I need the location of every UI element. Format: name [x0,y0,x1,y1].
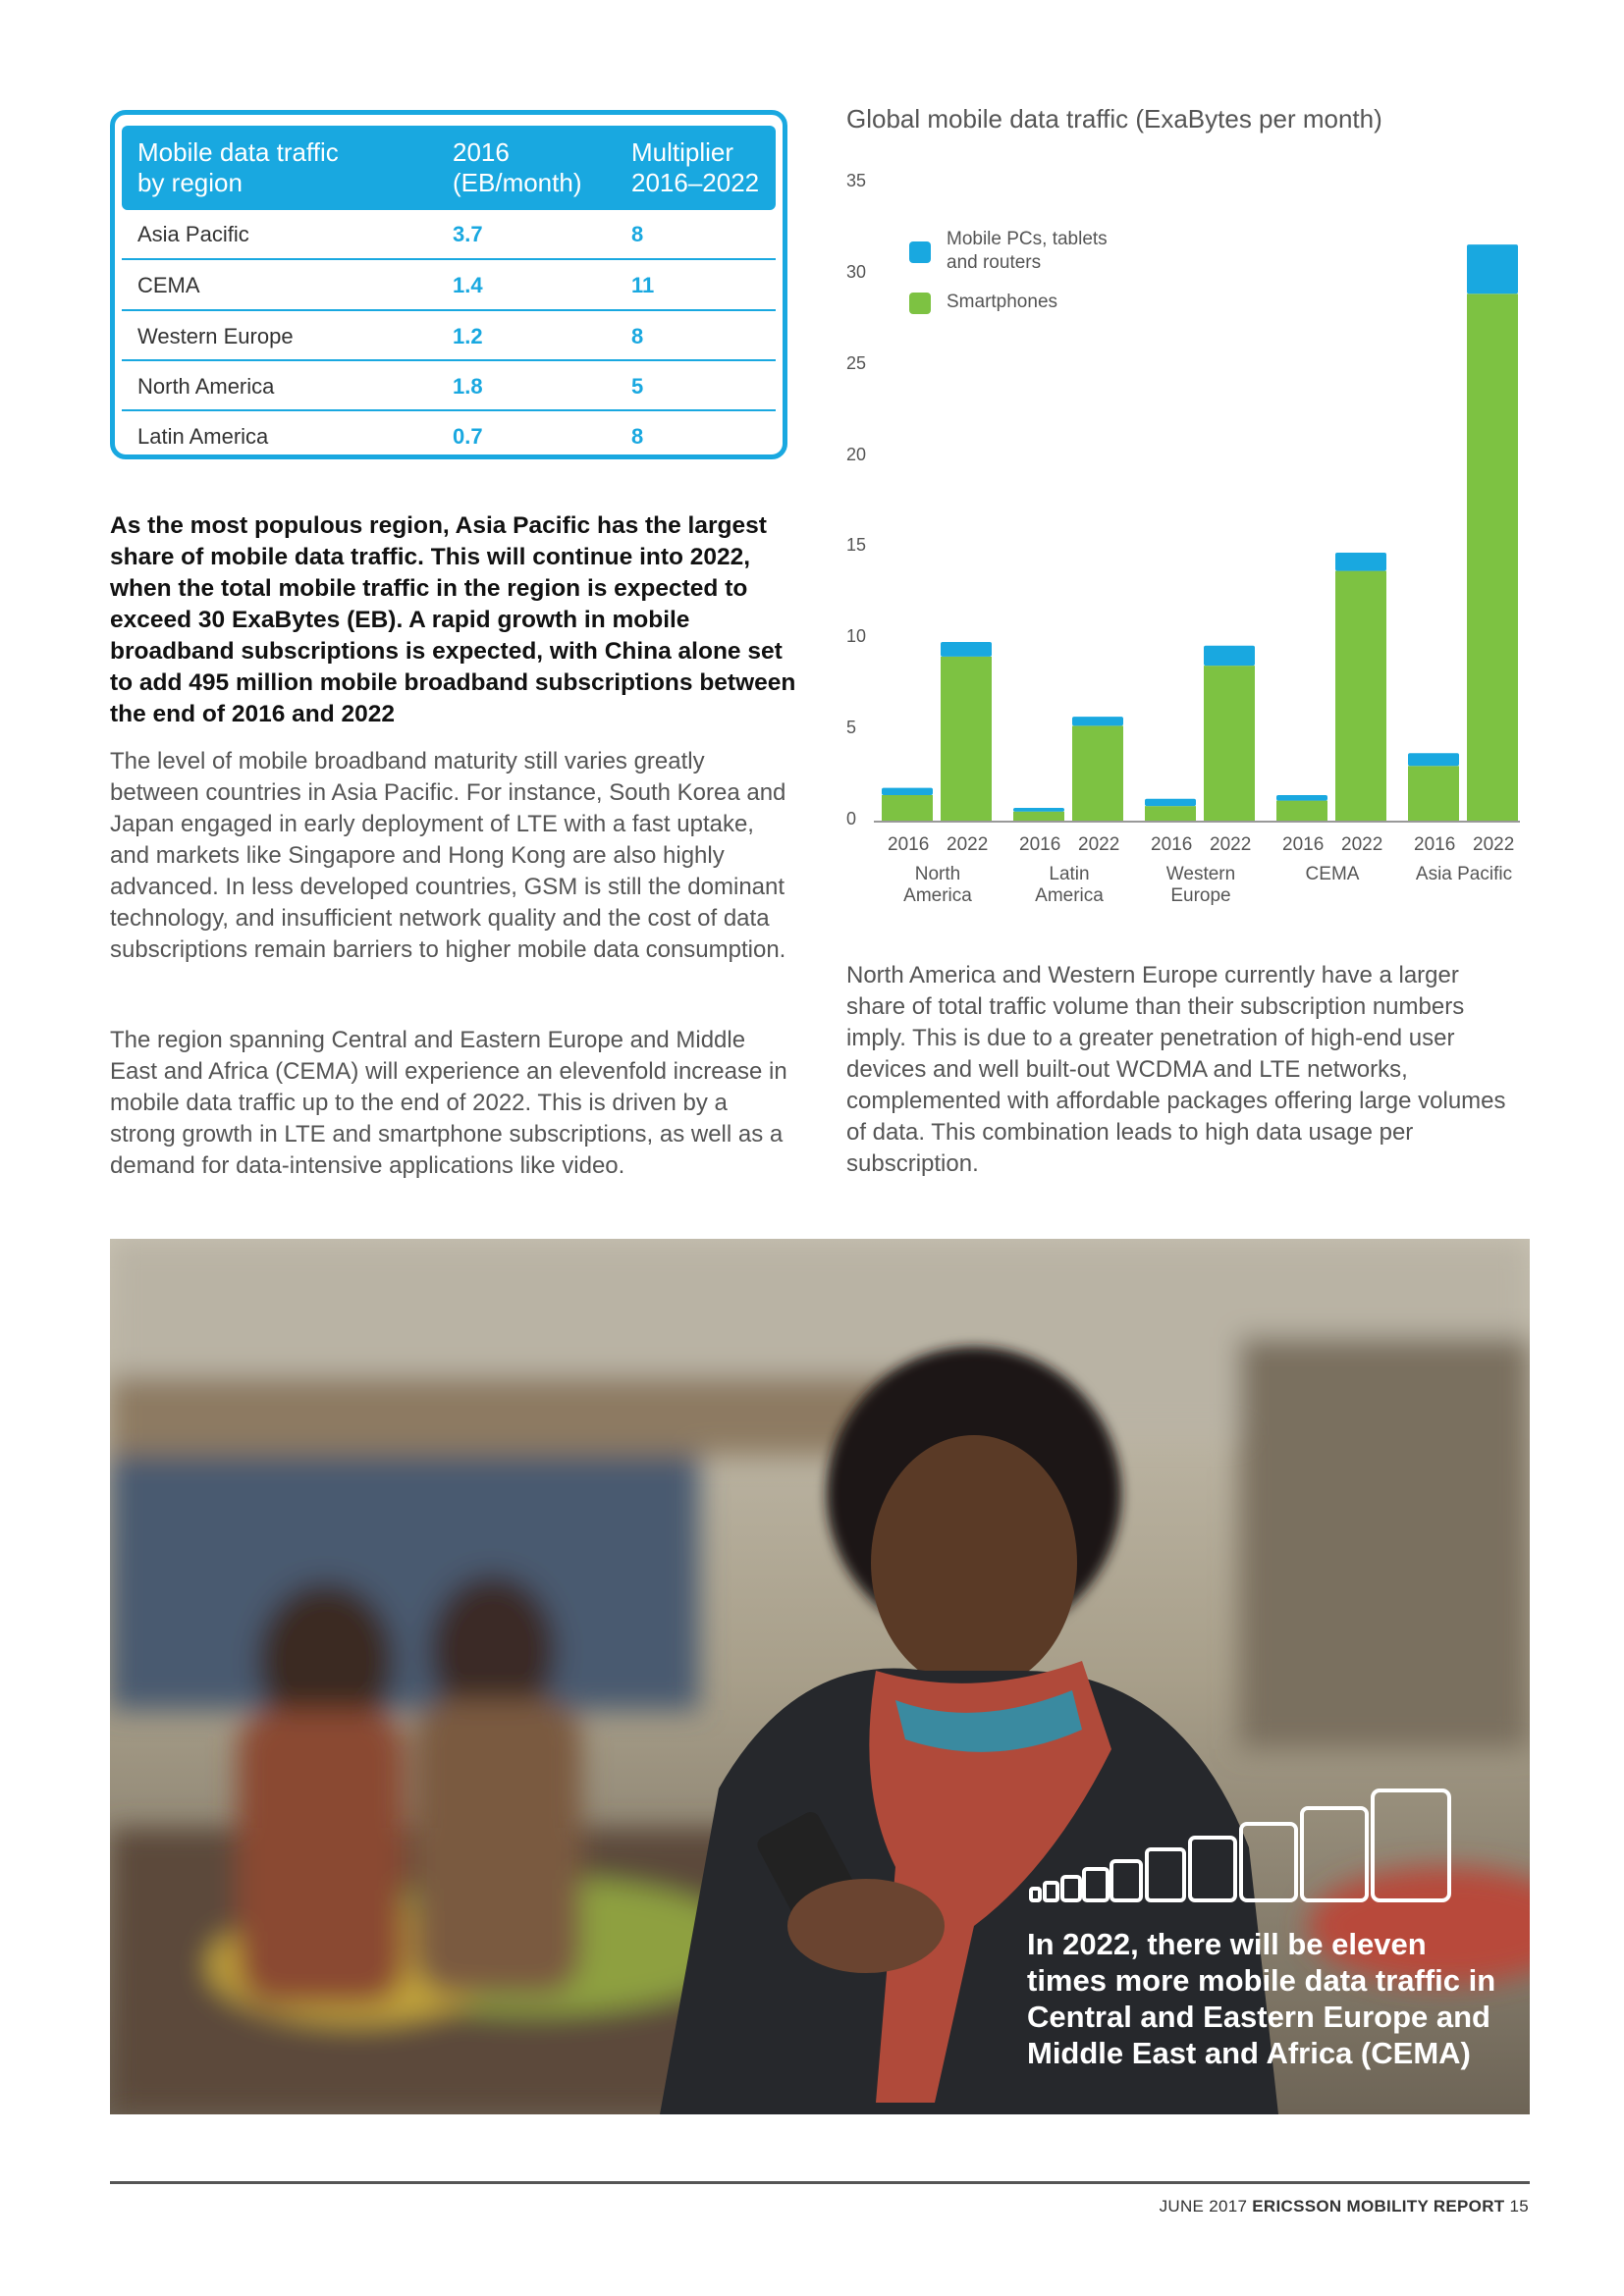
body-paragraph-asia: The level of mobile broadband maturity still varies greatly between countries in Asia Pacific. For instance, South Korea and Japan engaged in early deployment of LTE with a fast uptake, and markets like Singapore and Hong Kong are also highly advanced. In less developed countries, GSM is still the dominant technology, and insufficient network quality and the cost of data subscriptions remain barriers to higher mobile data consumption. [110,748,786,963]
x-category-label: Asia Pacific [1415,864,1513,884]
x-year-label: 2016 [1019,834,1061,855]
bar-pcs-tablets-2016 [1408,753,1459,766]
y-tick-label: 35 [846,171,867,190]
bar-smartphones-2022 [1467,294,1518,821]
row-mult: 11 [631,273,655,297]
bar-smartphones-2016 [1408,766,1459,821]
bar-pcs-tablets-2016 [1013,808,1064,812]
row-eb: 1.4 [453,273,483,297]
bar-smartphones-2022 [1335,571,1386,821]
bar-pcs-tablets-2016 [1145,799,1196,806]
y-tick-label: 30 [846,261,867,282]
header-2016: 2016 (EB/month) [453,137,582,197]
lead-paragraph: As the most populous region, Asia Pacific has the largest share of mobile data traffic. This will continue into 2022, when the total mobile traffic in the region is expected to exceed 30 ExaBytes (EB). A rapid growth in mobile broadband subscriptions is expected, with China alone set to add 495 million mobile broadband subscriptions between the end of 2016 and 2022 [110,512,796,727]
row-eb: 0.7 [453,424,483,449]
y-tick-label: 0 [846,809,857,828]
page-footer [1160,2197,1529,2216]
y-tick-label: 20 [846,444,867,464]
row-mult: 5 [631,374,644,399]
x-year-label: 2016 [1414,834,1456,855]
footer-report-name: ERICSSON MOBILITY REPORT [1252,2197,1505,2216]
x-year-label: 2022 [1473,834,1515,855]
row-eb: 3.7 [453,222,483,246]
row-region: Latin America [137,424,269,449]
bar-pcs-tablets-2022 [941,642,992,657]
header-multiplier: Multiplier 2016–2022 [631,137,760,197]
legend-label: Mobile PCs, tablets and routers [947,229,1108,273]
row-eb: 1.2 [453,324,483,348]
x-category-label: CEMA [1305,864,1360,884]
bar-smartphones-2016 [1276,801,1327,821]
row-eb: 1.8 [453,374,483,399]
chart-title: Global mobile data traffic (ExaBytes per month) [846,104,1382,133]
row-region: Western Europe [137,324,294,348]
bar-smartphones-2016 [882,795,933,821]
page-number: 15 [1509,2197,1529,2216]
x-category-label: Latin America [1035,864,1104,906]
bar-pcs-tablets-2022 [1204,646,1255,666]
x-category-label: Western Europe [1165,864,1236,906]
x-year-label: 2016 [888,834,930,855]
row-region: CEMA [137,273,200,297]
bar-pcs-tablets-2016 [1276,795,1327,801]
y-tick-label: 5 [846,718,857,738]
legend-label: Smartphones [947,292,1058,312]
x-year-label: 2022 [1210,834,1252,855]
bar-pcs-tablets-2022 [1072,717,1123,725]
bar-pcs-tablets-2016 [882,788,933,795]
y-tick-label: 25 [846,352,867,373]
footer-rule [110,2181,1530,2184]
x-category-label: North America [903,864,972,906]
x-year-label: 2016 [1282,834,1325,855]
row-region: Asia Pacific [137,222,249,246]
bar-smartphones-2022 [941,657,992,821]
bar-pcs-tablets-2022 [1335,553,1386,571]
bar-smartphones-2022 [1072,725,1123,821]
body-paragraph-cema: The region spanning Central and Eastern Europe and Middle East and Africa (CEMA) will experience an elevenfold increase in mobile data traffic up to the end of 2022. This is driven by a strong growth in LTE and smartphone subscriptions, as well as a demand for data-intensive applications like video. [110,1027,787,1179]
footer-date: JUNE 2017 [1159,2197,1248,2216]
body-paragraph-na-we: North America and Western Europe currently have a larger share of total traffic volume than their subscription numbers imply. This is due to a greater penetration of high-end user devices and well built-out WCDMA and LTE networks, complemented with affordable packages offering large volumes of data. This combination leads to high data usage per subscription. [846,962,1506,1177]
y-tick-label: 10 [846,626,867,647]
bar-smartphones-2016 [1013,812,1064,821]
row-mult: 8 [631,222,644,246]
bar-pcs-tablets-2022 [1467,244,1518,294]
bar-smartphones-2016 [1145,806,1196,821]
x-year-label: 2022 [947,834,989,855]
row-region: North America [137,374,275,399]
header-region: Mobile data traffic by region [137,137,339,197]
row-mult: 8 [631,424,644,449]
photo-caption: In 2022, there will be eleven times more mobile data traffic in Central and Eastern Europe and Middle East and Africa (CEMA) [1027,1927,1496,2070]
x-year-label: 2022 [1341,834,1383,855]
x-year-label: 2016 [1151,834,1193,855]
x-year-label: 2022 [1078,834,1120,855]
row-mult: 8 [631,324,644,348]
bar-smartphones-2022 [1204,666,1255,821]
y-tick-label: 15 [846,535,867,556]
